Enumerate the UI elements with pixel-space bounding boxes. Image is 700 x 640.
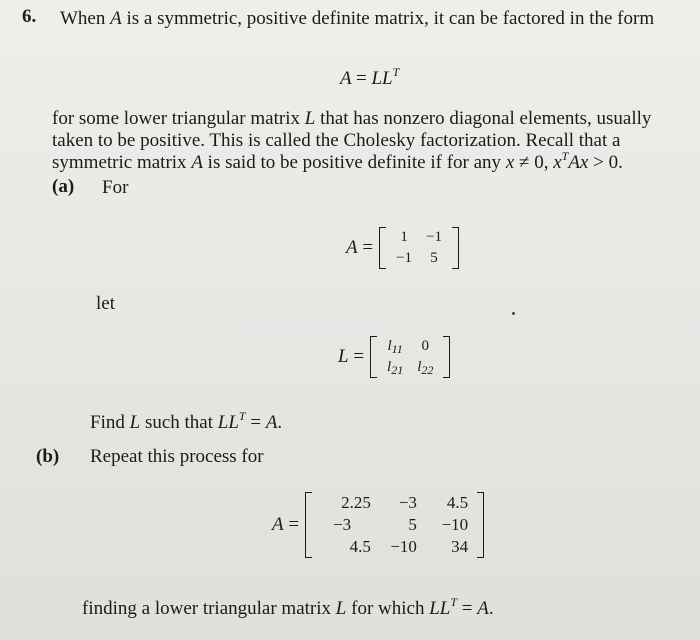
matrix-a2-block: A = 2.25 −3 4.5 −3 5 −10 4.5 −10 34	[272, 492, 484, 558]
matrix-l: $l_{11}$ 0 $l_{21}$ $l_{22}$	[370, 336, 450, 378]
finding-text: finding a lower triangular matrix L for which $LL^T = A$.	[82, 595, 494, 619]
find-l-text: Find L such that $LL^T = A$.	[90, 409, 283, 433]
matrix-a2: 2.25 −3 4.5 −3 5 −10 4.5 −10 34	[305, 492, 484, 558]
let-text: let	[96, 293, 115, 314]
paragraph-line-2: taken to be positive. This is called the Cholesky factorization. Recall that a	[52, 130, 621, 151]
matrix-a1-block: A = 1 −1 −1 5	[346, 227, 459, 269]
matrix-l-block: L = $l_{11}$ 0 $l_{21}$ $l_{22}$	[338, 336, 450, 378]
problem-number: 6.	[22, 6, 37, 27]
factor-equation: $A = LL^T$	[340, 65, 400, 89]
part-b-label: (b)	[36, 446, 60, 467]
paragraph-line-1: for some lower triangular matrix L that has nonzero diagonal elements, usually	[52, 108, 652, 129]
part-a-for: For	[102, 177, 129, 198]
part-b-text: Repeat this process for	[90, 446, 264, 467]
paragraph-line-3: symmetric matrix A is said to be positive definite if for any x ≠ 0, $x^TAx > 0$.	[52, 149, 623, 173]
part-a-label: (a)	[52, 176, 75, 197]
matrix-a1: 1 −1 −1 5	[379, 227, 459, 269]
speck-mark	[512, 312, 515, 315]
intro-line: When A is a symmetric, positive definite matrix, it can be factored in the form	[60, 8, 655, 29]
